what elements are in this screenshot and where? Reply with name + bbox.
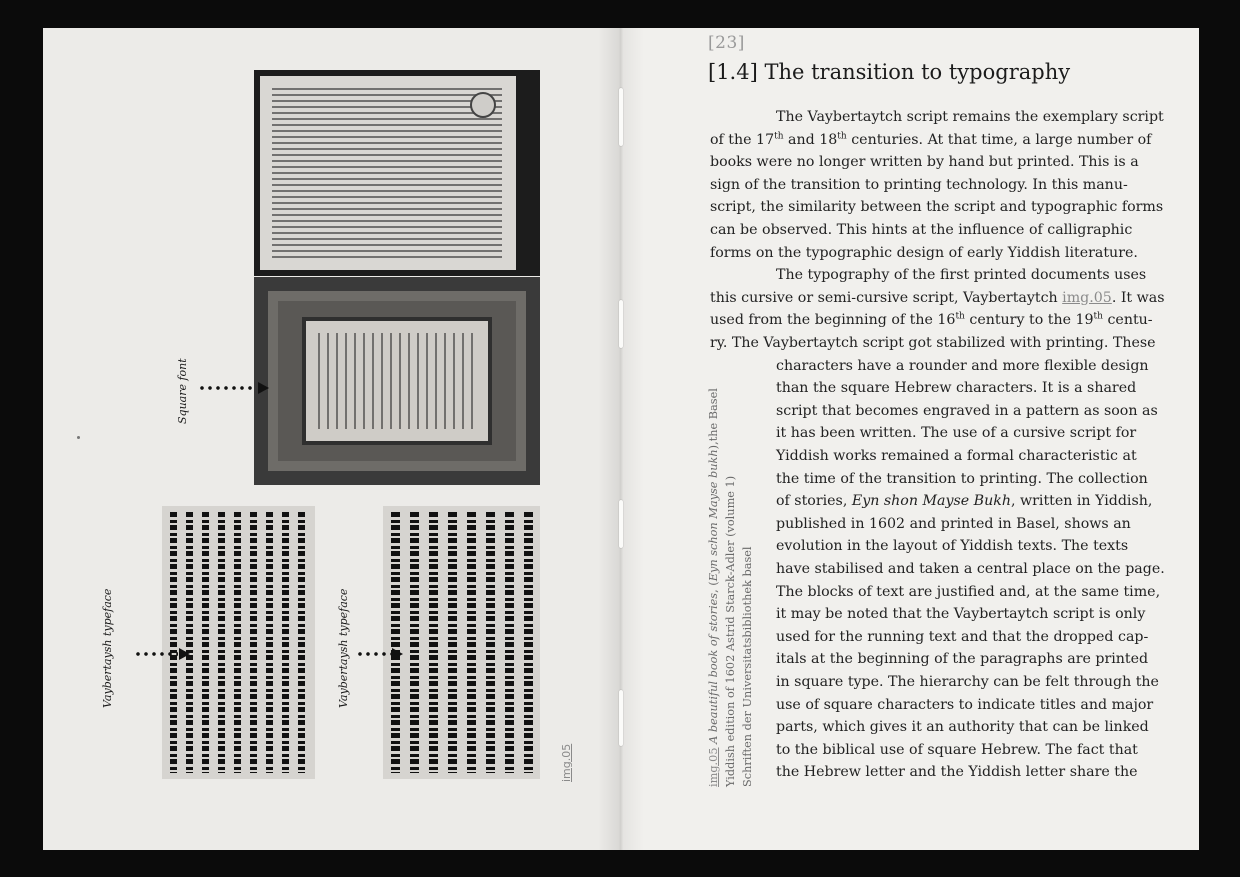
vaybertaysh-scan-right	[383, 506, 540, 779]
body-line: The Vaybertaytch script remains the exemplary script	[776, 109, 1164, 125]
pointer-dots	[198, 386, 256, 390]
body-line: in square type. The hierarchy can be felt through the	[776, 674, 1159, 690]
caption-line: img.05 A beautiful book of stories, (Eyn schon Mayse bukh),the Basel	[707, 388, 720, 787]
binding-stitch	[619, 300, 623, 348]
body-line: it has been written. The use of a cursive script for	[776, 425, 1137, 442]
library-stamp	[470, 92, 496, 118]
body-line: The blocks of text are justified and, at the same time,	[776, 583, 1161, 600]
body-line: ry. The Vaybertaytch script got stabilized with printing. These	[710, 335, 1156, 351]
body-line: The typography of the first printed documents uses	[776, 267, 1147, 284]
label-vaybertaysh-left: Vaybertaysh typeface	[101, 588, 114, 708]
body-line: books were no longer written by hand but printed. This is a	[710, 154, 1139, 171]
body-line: than the square Hebrew characters. It is a shared	[776, 380, 1137, 397]
body-line: used from the beginning of the 16th century to the 19th centu-	[710, 311, 1153, 329]
pointer-dots	[356, 652, 392, 656]
body-line: evolution in the layout of Yiddish texts. The texts	[776, 538, 1129, 555]
binding-stitch	[619, 690, 623, 746]
pointer-arrow	[179, 648, 190, 660]
binding-stitch	[619, 88, 623, 146]
pointer-arrow	[392, 648, 403, 660]
body-line: used for the running text and that the dropped cap-	[776, 628, 1149, 645]
body-line: to the biblical use of square Hebrew. The fact that	[776, 741, 1138, 758]
page-number: [23]	[708, 33, 745, 53]
pointer-dots	[134, 652, 178, 656]
body-line: the Hebrew letter and the Yiddish letter share the	[776, 764, 1138, 781]
body-line: this cursive or semi-cursive script, Vaybertaytch img.05. It was	[710, 289, 1165, 306]
body-line: the time of the transition to printing. The collection	[776, 470, 1148, 487]
body-line: it may be noted that the Vaybertaytch script is only	[776, 606, 1146, 623]
pointer-arrow	[258, 382, 269, 394]
body-line: characters have a rounder and more flexible design	[776, 357, 1149, 374]
body-line: sign of the transition to printing technology. In this manu-	[710, 176, 1128, 193]
caption-line: Yiddish edition of 1602 Astrid Starck-Adler (volume 1)	[724, 475, 737, 787]
body-line: of stories, Eyn shon Mayse Bukh, written in Yiddish,	[776, 493, 1153, 510]
body-line: script that becomes engraved in a pattern as soon as	[776, 402, 1158, 419]
body-line: have stabilised and taken a central place on the page.	[776, 561, 1165, 577]
body-line: Yiddish works remained a formal characteristic at	[776, 448, 1137, 464]
label-vaybertaysh-right: Vaybertaysh typeface	[337, 588, 350, 708]
page-mark	[77, 436, 80, 439]
label-square-font: Square font	[176, 358, 189, 424]
binding-stitch	[619, 500, 623, 548]
image-reference: img.05	[560, 743, 573, 782]
body-line: script, the similarity between the script and typographic forms	[710, 199, 1164, 216]
body-line: of the 17th and 18th centuries. At that time, a large number of	[710, 130, 1152, 148]
body-line: published in 1602 and printed in Basel, shows an	[776, 515, 1131, 532]
caption-line: Schriften der Universitatsbibliothek basel	[741, 546, 754, 787]
vaybertaysh-scan-left	[162, 506, 315, 779]
body-line: can be observed. This hints at the influence of calligraphic	[710, 222, 1133, 238]
title-page-scan	[254, 277, 540, 485]
body-line: itals at the beginning of the paragraphs are printed	[776, 651, 1149, 668]
manuscript-scan-top	[254, 70, 540, 276]
body-line: forms on the typographic design of early Yiddish literature.	[710, 244, 1138, 261]
body-line: parts, which gives it an authority that can be linked	[776, 719, 1149, 736]
body-line: use of square characters to indicate titles and major	[776, 696, 1154, 713]
section-title: [1.4] The transition to typography	[708, 60, 1071, 84]
